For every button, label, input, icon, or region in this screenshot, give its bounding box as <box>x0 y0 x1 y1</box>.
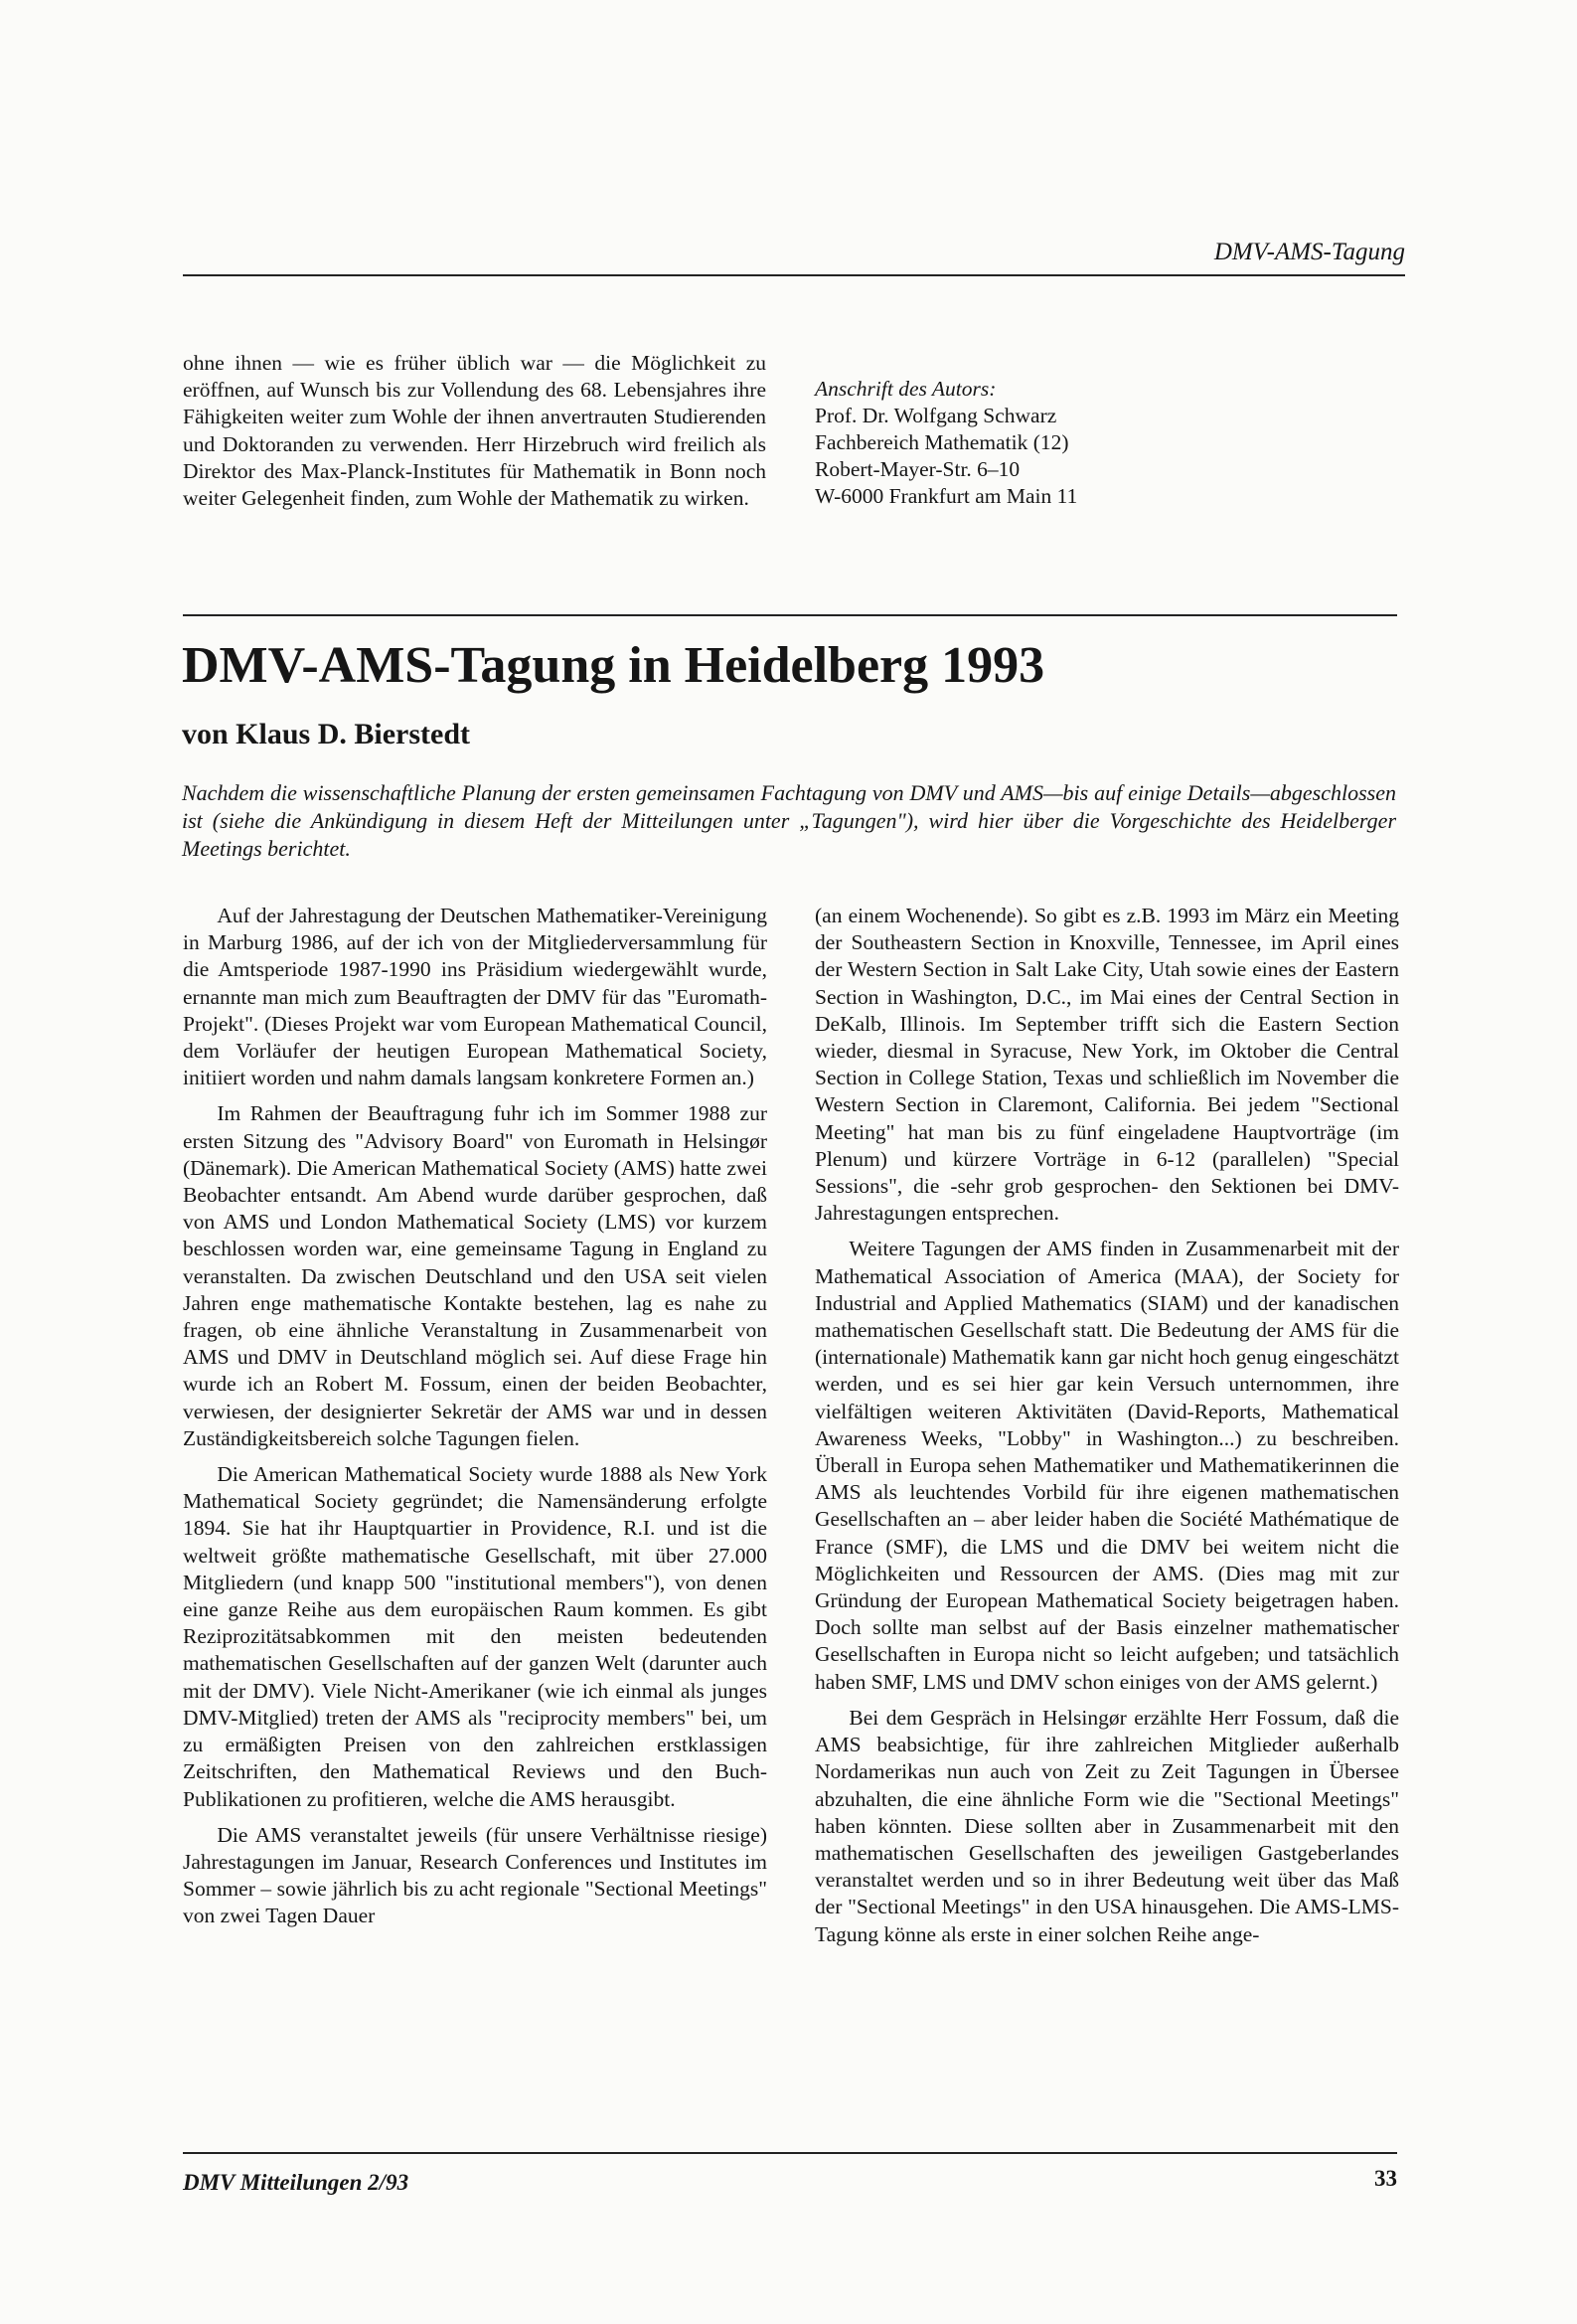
left-column <box>183 903 767 1930</box>
body-paragraph: Die AMS veranstaltet jeweils (für unsere Verhältnisse riesige) Jahrestagungen im Januar, Research Conferences und Institutes im Sommer – sowie jährlich bis zu acht regionale "Sectional Meetings" von zwei Tagen Dauer <box>183 1822 767 1928</box>
journal-issue: DMV Mitteilungen 2/93 <box>183 2170 409 2195</box>
body-paragraph: (an einem Wochenende). So gibt es z.B. 1993 im März ein Meeting der Southeastern Section in Knoxville, Tennessee, im April eines der Western Section in Salt Lake City, Utah sowie eines der Eastern Section in Washington, D.C., im Mai eines der Central Section in DeKalb, Illinois. Im September trifft sich die Eastern Section wieder, diesmal in Syracuse, New York, im Oktober die Central Section in College Station, Texas und schließlich im November die Western Section in Claremont, California. Bei jedem "Sectional Meeting" hat man bis zu fünf eingeladene Hauptvorträge (im Plenum) und kürzere Vorträge in 6-12 (parallelen) "Special Sessions", die -sehr grob gesprochen- den Sektionen bei DMV-Jahrestagungen entsprechen. <box>815 904 1399 1226</box>
address-line: W-6000 Frankfurt am Main 11 <box>815 484 1078 508</box>
page-number: 33 <box>1374 2166 1397 2191</box>
article-abstract: Nachdem die wissenschaftliche Planung der ersten gemeinsamen Fachtagung von DMV und AMS—bis auf einige Details—abgeschlossen ist (siehe die Ankündigung in diesem Heft der Mitteilungen unter „Tagungen"), wird hier über die Vorgeschichte des Heidelberger Meetings berichtet. <box>182 780 1396 861</box>
header-rule <box>183 274 1405 276</box>
article-title: DMV-AMS-Tagung in Heidelberg 1993 <box>182 637 1045 694</box>
footer-rule <box>183 2152 1397 2154</box>
body-paragraph: Bei dem Gespräch in Helsingør erzählte Herr Fossum, daß die AMS beabsichtige, für ihre zahlreichen Mitglieder außerhalb Nordamerikas nun auch von Zeit zu Zeit Tagungen in Übersee abzuhalten, die eine ähnliche Form wie die "Sectional Meetings" haben könnten. Diese sollten aber in Zusammenarbeit mit den mathematischen Gesellschaften des jeweiligen Gastgeberlandes veranstaltet werden und so in ihrer Bedeutung weit über das Maß der "Sectional Meetings" in den USA hinausgehen. Die AMS-LMS-Tagung könne als erste in einer solchen Reihe ange- <box>815 1705 1399 1946</box>
body-paragraph: Im Rahmen der Beauftragung fuhr ich im Sommer 1988 zur ersten Sitzung des "Advisory Board" von Euromath in Helsingør (Dänemark). Die American Mathematical Society (AMS) hatte zwei Beobachter entsandt. Am Abend wurde darüber gesprochen, daß von AMS und London Mathematical Society (LMS) vor kurzem beschlossen worden war, eine gemeinsame Tagung in England zu veranstalten. Da zwischen Deutschland und den USA seit vielen Jahren enge mathematische Kontakte bestehen, lag es nahe zu fragen, ob eine ähnliche Veranstaltung in Zusammenarbeit von AMS und DMV in Deutschland möglich sei. Auf diese Frage hin wurde ich an Robert M. Fossum, einen der beiden Beobachter, verwiesen, der designierter Sekretär der AMS war und in dessen Zuständigkeitsbereich solche Tagungen fielen. <box>183 1101 767 1450</box>
body-paragraph: Die American Mathematical Society wurde 1888 als New York Mathematical Society gegründet; die Namensänderung erfolgte 1894. Sie hat ihr Hauptquartier in Providence, R.I. und ist die weltweit größte mathematische Gesellschaft, mit über 27.000 Mitgliedern (und knapp 500 "institutional members"), von denen eine ganze Reihe aus dem europäischen Raum kommen. Es gibt Reziprozitätsabkommen mit den meisten bedeutenden mathematischen Gesellschaften auf der ganzen Welt (darunter auch mit der DMV). Viele Nicht-Amerikaner (wie ich einmal als junges DMV-Mitglied) treten der AMS als "reciprocity members" bei, um zu ermäßigten Preisen von den zahlreichen erstklassigen Zeitschriften, den Mathematical Reviews und den Buch-Publikationen zu profitieren, welche die AMS herausgibt. <box>183 1462 767 1811</box>
address-line: Fachbereich Mathematik (12) <box>815 430 1069 454</box>
address-line: Robert-Mayer-Str. 6–10 <box>815 457 1021 481</box>
body-paragraph: Auf der Jahrestagung der Deutschen Mathematiker-Vereinigung in Marburg 1986, auf der ich von der Mitgliederversammlung für die Amtsperiode 1987-1990 ins Präsidium wiedergewählt wurde, ernannte man mich zum Beauftragten der DMV für das "Euromath-Projekt". (Dieses Projekt war vom European Mathematical Council, dem Vorläufer der heutigen European Mathematical Society, initiiert worden und nahm damals langsam konkretere Formen an.) <box>183 904 767 1090</box>
right-column <box>815 903 1399 1948</box>
article-author: von Klaus D. Bierstedt <box>182 718 471 750</box>
body-paragraph: Weitere Tagungen der AMS finden in Zusammenarbeit mit der Mathematical Association of America (MAA), der Society for Industrial and Applied Mathematics (SIAM) und der kanadischen mathematischen Gesellschaft statt. Die Bedeutung der AMS für die (internationale) Mathematik kann gar nicht hoch genug eingeschätzt werden, und es sei hier gar kein Versuch unternommen, ihre vielfältigen weiteren Aktivitäten (David-Reports, Mathematical Awareness Weeks, "Lobby" in Washington...) zu beschreiben. Überall in Europa sehen Mathematiker und Mathematikerinnen die AMS als leuchtendes Vorbild für ihre eigenen mathematischen Gesellschaften an – aber leider haben die Société Mathématique de France (SMF), die LMS und die DMV bei weitem nicht die Möglichkeiten und Ressourcen der AMS. (Dies mag mit zur Gründung der European Mathematical Society beigetragen haben. Doch sollte man selbst auf der Basis einzelner mathematischer Gesellschaften in Europa nicht so leicht aufgeben; und tatsächlich haben SMF, LMS und DMV schon einiges von der AMS gelernt.) <box>815 1237 1399 1694</box>
article-separator-rule <box>183 614 1397 616</box>
author-address <box>815 350 1401 510</box>
address-line: Prof. Dr. Wolfgang Schwarz <box>815 404 1057 427</box>
preceding-article-text <box>183 350 766 512</box>
preceding-paragraph: ohne ihnen — wie es früher üblich war — die Möglichkeit zu eröffnen, auf Wunsch bis zur Vollendung des 68. Lebensjahres ihre Fähigkeiten weiter zum Wohle der ihnen anvertrauten Studierenden und Doktoranden zu verwenden. Herr Hirzebruch wird freilich als Direktor des Max-Planck-Institutes für Mathematik in Bonn noch weiter Gelegenheit finden, zum Wohle der Mathematik zu wirken. <box>183 351 766 511</box>
running-head: DMV-AMS-Tagung <box>1213 239 1405 265</box>
address-label: Anschrift des Autors: <box>815 377 997 401</box>
